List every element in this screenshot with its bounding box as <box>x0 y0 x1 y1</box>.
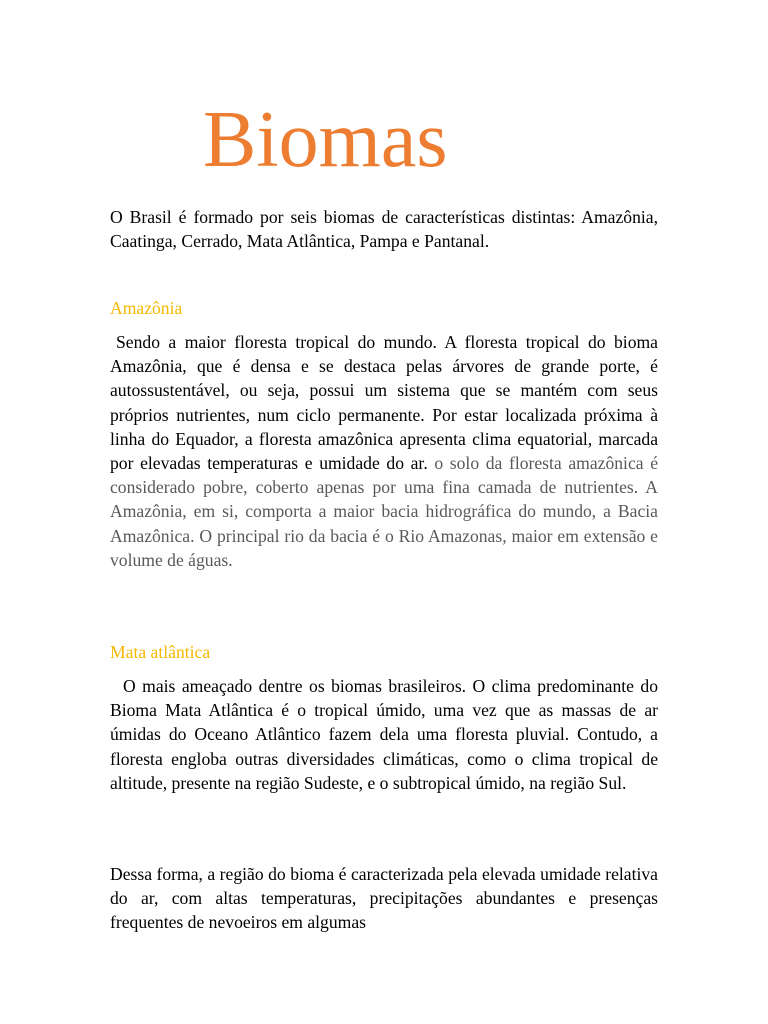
section-heading-mata-atlantica: Mata atlântica <box>110 642 211 662</box>
mata-atlantica-paragraph-2: Dessa forma, a região do bioma é caracterizada pela elevada umidade relativa do ar, com altas temperaturas, precipitações abundantes e presenças frequentes de nevoeiros em algumas <box>110 864 658 933</box>
intro-paragraph: O Brasil é formado por seis biomas de características distintas: Amazônia, Caatinga, Cerrado, Mata Atlântica, Pampa e Pantanal. <box>110 207 658 252</box>
page-title: Biomas <box>203 96 448 184</box>
amazonia-paragraph <box>110 330 658 572</box>
amazonia-paragraph-main: Sendo a maior floresta tropical do mundo. A floresta tropical do bioma Amazônia, que é densa e se destaca pelas árvores de grande porte, é autossustentável, ou seja, possui um sistema que se mantém com seus próprios nutrientes, num ciclo permanente. Por estar localizada próxima à linha do Equador, a floresta amazônica apresenta clima equatorial, marcada por elevadas temperaturas e umidade do ar. <box>110 332 658 474</box>
amazonia-paragraph-grey: o solo da floresta amazônica é considerado pobre, coberto apenas por uma fina camada de nutrientes. A Amazônia, em si, comporta a maior bacia hidrográfica do mundo, a Bacia Amazônica. O principal rio da bacia é o Rio Amazonas, maior em extensão e volume de águas. <box>110 453 659 570</box>
mata-atlantica-paragraph: O mais ameaçado dentre os biomas brasileiros. O clima predominante do Bioma Mata Atlântica é o tropical úmido, uma vez que as massas de ar úmidas do Oceano Atlântico fazem dela uma floresta pluvial. Contudo, a floresta engloba outras diversidades climáticas, como o clima tropical de altitude, presente na região Sudeste, e o subtropical úmido, na região Sul. <box>110 676 658 793</box>
section-heading-amazonia: Amazônia <box>110 298 183 318</box>
